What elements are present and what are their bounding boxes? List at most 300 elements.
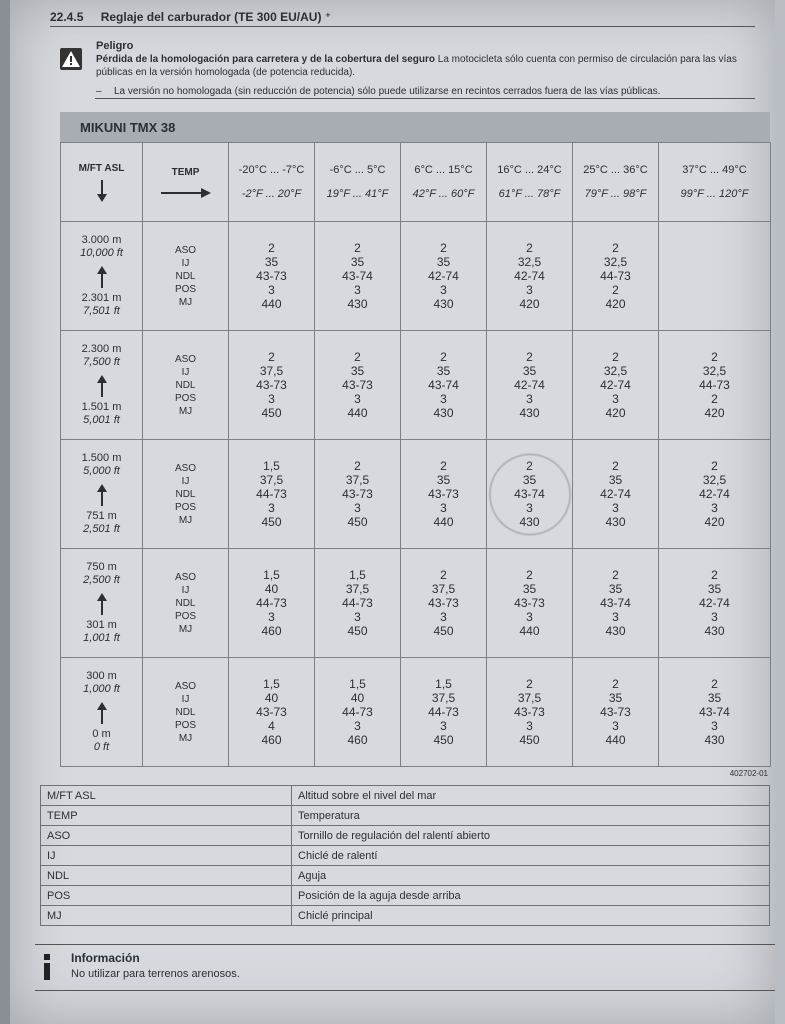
altitude-top-m: 2.300 m xyxy=(81,343,122,355)
arrow-up-icon xyxy=(97,484,107,506)
warning-triangle-icon xyxy=(60,48,82,70)
parameter-label: POS xyxy=(174,719,197,731)
setting-value: 2 xyxy=(354,350,361,364)
setting-value: 2 xyxy=(711,677,718,691)
setting-value: 35 xyxy=(436,473,451,487)
setting-value: 3 xyxy=(711,501,718,515)
setting-value: 44-73 xyxy=(699,378,730,392)
setting-value: 32,5 xyxy=(603,255,628,269)
setting-value: 2 xyxy=(526,459,533,473)
setting-value: 420 xyxy=(704,406,725,420)
setting-value: 2 xyxy=(612,568,619,582)
setting-value: 2 xyxy=(440,568,447,582)
setting-value: 2 xyxy=(526,350,533,364)
setting-value: 2 xyxy=(526,568,533,582)
setting-value: 2 xyxy=(711,392,718,406)
legend-row xyxy=(41,886,770,906)
warning-lead: Pérdida de la homologación para carretera y de la cobertura del seguro xyxy=(96,54,435,65)
legend-row xyxy=(41,826,770,846)
setting-value: 2 xyxy=(268,350,275,364)
parameter-labels xyxy=(143,222,229,331)
setting-value: 2 xyxy=(612,459,619,473)
setting-value: 35 xyxy=(350,255,365,269)
temp-range-header xyxy=(487,143,573,222)
setting-value: 43-74 xyxy=(428,378,459,392)
setting-cell xyxy=(315,549,401,658)
temp-header-label: TEMP xyxy=(171,167,200,178)
setting-cell xyxy=(659,331,771,440)
info-bottom-rule xyxy=(35,990,775,991)
setting-cell xyxy=(401,440,487,549)
setting-value: 450 xyxy=(347,624,368,638)
setting-value: 43-74 xyxy=(514,487,545,501)
altitude-top-m: 3.000 m xyxy=(81,234,122,246)
setting-value: 35 xyxy=(608,582,623,596)
setting-cell xyxy=(659,440,771,549)
setting-value: 44-73 xyxy=(600,269,631,283)
setting-value: 430 xyxy=(433,406,454,420)
setting-value: 440 xyxy=(519,624,540,638)
setting-cell xyxy=(315,658,401,767)
warning-bullet: La versión no homologada (sin reducción de potencia) sólo puede utilizarse en recintos cerrados fuera de las vías públicas. xyxy=(114,86,661,97)
setting-cell xyxy=(659,658,771,767)
altitude-bottom-m: 751 m xyxy=(86,510,117,522)
setting-value: 430 xyxy=(519,406,540,420)
setting-value: 3 xyxy=(354,392,361,406)
altitude-top-m: 750 m xyxy=(86,561,117,573)
altitude-bottom-ft: 5,001 ft xyxy=(83,414,120,426)
legend-key: M/FT ASL xyxy=(41,786,292,806)
setting-value: 32,5 xyxy=(702,364,727,378)
parameter-label: ASO xyxy=(174,571,197,583)
setting-value: 440 xyxy=(433,515,454,529)
parameter-label: IJ xyxy=(181,257,190,269)
legend-value: Chiclé principal xyxy=(292,906,770,926)
page-edge xyxy=(775,0,785,1024)
setting-value: 40 xyxy=(264,582,279,596)
setting-value: 3 xyxy=(526,501,533,515)
header-rule xyxy=(50,26,755,27)
temp-header xyxy=(143,143,229,222)
setting-value: 37,5 xyxy=(431,691,456,705)
warning-rule xyxy=(95,98,755,99)
info-icon xyxy=(41,954,53,980)
setting-value: 35 xyxy=(707,582,722,596)
temp-range-celsius: 25°C ... 36°C xyxy=(583,164,648,176)
setting-value: 3 xyxy=(354,501,361,515)
legend-row xyxy=(41,866,770,886)
legend-row xyxy=(41,786,770,806)
setting-value: 42-74 xyxy=(428,269,459,283)
setting-value: 450 xyxy=(519,733,540,747)
setting-cell xyxy=(229,658,315,767)
setting-value: 43-73 xyxy=(342,487,373,501)
arrow-up-icon xyxy=(97,375,107,397)
setting-value: 35 xyxy=(264,255,279,269)
setting-value: 3 xyxy=(526,719,533,733)
parameter-labels xyxy=(143,549,229,658)
setting-value: 3 xyxy=(354,283,361,297)
setting-cell xyxy=(487,331,573,440)
parameter-label: POS xyxy=(174,610,197,622)
altitude-top-ft: 1,000 ft xyxy=(83,683,120,695)
parameter-label: NDL xyxy=(175,270,196,282)
setting-value: 2 xyxy=(354,241,361,255)
parameter-label: IJ xyxy=(181,693,190,705)
legend-value: Chiclé de ralentí xyxy=(292,846,770,866)
setting-value: 4 xyxy=(268,719,275,733)
setting-value: 3 xyxy=(612,610,619,624)
legend-key: POS xyxy=(41,886,292,906)
setting-value: 2 xyxy=(440,241,447,255)
parameter-labels xyxy=(143,440,229,549)
parameter-label: ASO xyxy=(174,680,197,692)
setting-value: 1,5 xyxy=(263,568,280,582)
setting-value: 420 xyxy=(704,515,725,529)
setting-value: 430 xyxy=(704,733,725,747)
parameter-label: MJ xyxy=(178,732,193,744)
setting-value: 43-74 xyxy=(699,705,730,719)
altitude-row xyxy=(61,222,771,331)
setting-value: 44-73 xyxy=(342,596,373,610)
altitude-range xyxy=(61,222,143,331)
setting-cell xyxy=(573,440,659,549)
temp-range-fahrenheit: 61°F ... 78°F xyxy=(498,188,561,200)
setting-value: 43-73 xyxy=(428,596,459,610)
setting-value: 2 xyxy=(612,350,619,364)
setting-value: 2 xyxy=(440,459,447,473)
setting-value: 3 xyxy=(526,283,533,297)
setting-value: 32,5 xyxy=(702,473,727,487)
setting-value: 3 xyxy=(440,283,447,297)
parameter-label: POS xyxy=(174,283,197,295)
setting-value: 44-73 xyxy=(428,705,459,719)
setting-value: 35 xyxy=(522,364,537,378)
temp-range-fahrenheit: 79°F ... 98°F xyxy=(584,188,647,200)
temp-range-header xyxy=(315,143,401,222)
setting-value: 43-73 xyxy=(428,487,459,501)
setting-value: 440 xyxy=(261,297,282,311)
parameter-label: NDL xyxy=(175,379,196,391)
setting-value: 43-73 xyxy=(256,705,287,719)
info-title: Información xyxy=(71,951,140,965)
setting-value: 2 xyxy=(268,241,275,255)
setting-value: 44-73 xyxy=(342,705,373,719)
parameter-label: MJ xyxy=(178,296,193,308)
jetting-table-block xyxy=(40,112,770,778)
setting-value: 430 xyxy=(347,297,368,311)
legend-key: IJ xyxy=(41,846,292,866)
setting-value: 3 xyxy=(268,610,275,624)
setting-cell xyxy=(315,440,401,549)
setting-value: 3 xyxy=(268,392,275,406)
setting-value: 37,5 xyxy=(259,473,284,487)
temp-range-fahrenheit: 42°F ... 60°F xyxy=(412,188,475,200)
setting-value: 35 xyxy=(522,582,537,596)
setting-value: 3 xyxy=(526,392,533,406)
setting-value: 37,5 xyxy=(345,473,370,487)
temp-range-celsius: -20°C ... -7°C xyxy=(238,164,305,176)
temp-range-celsius: 6°C ... 15°C xyxy=(414,164,473,176)
arrow-right-icon xyxy=(161,188,211,198)
bullet-dash: – xyxy=(96,86,102,97)
setting-value: 430 xyxy=(605,624,626,638)
setting-value: 43-73 xyxy=(600,705,631,719)
figure-reference: 402702-01 xyxy=(729,769,768,778)
setting-cell xyxy=(229,440,315,549)
altitude-range xyxy=(61,658,143,767)
setting-cell xyxy=(315,331,401,440)
info-rule xyxy=(35,944,775,945)
setting-value: 42-74 xyxy=(600,487,631,501)
temp-range-celsius: 37°C ... 49°C xyxy=(682,164,747,176)
setting-cell xyxy=(401,549,487,658)
setting-cell xyxy=(487,549,573,658)
section-number: 22.4.5 xyxy=(50,10,84,24)
setting-cell xyxy=(659,222,771,331)
temp-range-header xyxy=(573,143,659,222)
altitude-bottom-ft: 2,501 ft xyxy=(83,523,120,535)
setting-value: 35 xyxy=(436,255,451,269)
setting-value: 3 xyxy=(440,610,447,624)
legend-value: Posición de la aguja desde arriba xyxy=(292,886,770,906)
setting-value: 420 xyxy=(605,406,626,420)
setting-value: 43-74 xyxy=(342,269,373,283)
setting-cell xyxy=(487,222,573,331)
setting-value: 2 xyxy=(526,677,533,691)
setting-value: 3 xyxy=(612,719,619,733)
parameter-label: IJ xyxy=(181,366,190,378)
parameter-label: NDL xyxy=(175,488,196,500)
setting-value: 42-74 xyxy=(600,378,631,392)
legend-row xyxy=(41,846,770,866)
setting-value: 460 xyxy=(261,624,282,638)
setting-value: 43-73 xyxy=(342,378,373,392)
legend-key: MJ xyxy=(41,906,292,926)
setting-value: 3 xyxy=(526,610,533,624)
setting-value: 460 xyxy=(347,733,368,747)
parameter-label: ASO xyxy=(174,462,197,474)
setting-value: 450 xyxy=(433,733,454,747)
warning-title: Peligro xyxy=(96,40,134,52)
setting-value: 1,5 xyxy=(263,677,280,691)
setting-value: 42-74 xyxy=(699,487,730,501)
setting-value: 43-73 xyxy=(256,269,287,283)
info-block xyxy=(35,944,775,980)
setting-value: 37,5 xyxy=(517,691,542,705)
altitude-top-ft: 2,500 ft xyxy=(83,574,120,586)
setting-cell xyxy=(487,440,573,549)
setting-value: 42-74 xyxy=(514,378,545,392)
legend-value: Altitud sobre el nivel del mar xyxy=(292,786,770,806)
arrow-down-icon xyxy=(97,180,107,202)
info-text: No utilizar para terrenos arenosos. xyxy=(71,968,240,980)
temp-range-fahrenheit: 99°F ... 120°F xyxy=(680,188,749,200)
setting-cell xyxy=(401,658,487,767)
parameter-label: ASO xyxy=(174,244,197,256)
altitude-top-ft: 10,000 ft xyxy=(80,247,123,259)
setting-cell xyxy=(573,658,659,767)
setting-value: 450 xyxy=(347,515,368,529)
setting-value: 1,5 xyxy=(349,677,366,691)
setting-value: 3 xyxy=(440,501,447,515)
altitude-row xyxy=(61,440,771,549)
setting-value: 450 xyxy=(261,406,282,420)
altitude-bottom-m: 2.301 m xyxy=(81,292,122,304)
setting-value: 440 xyxy=(347,406,368,420)
setting-value: 3 xyxy=(612,501,619,515)
setting-value: 42-74 xyxy=(514,269,545,283)
setting-value: 1,5 xyxy=(349,568,366,582)
altitude-top-m: 1.500 m xyxy=(81,452,122,464)
parameter-label: MJ xyxy=(178,405,193,417)
setting-value: 420 xyxy=(605,297,626,311)
setting-value: 3 xyxy=(711,719,718,733)
setting-value: 2 xyxy=(526,241,533,255)
altitude-top-m: 300 m xyxy=(86,670,117,682)
setting-value: 43-73 xyxy=(514,596,545,610)
altitude-range xyxy=(61,549,143,658)
altitude-bottom-m: 1.501 m xyxy=(81,401,122,413)
altitude-top-ft: 7,500 ft xyxy=(83,356,120,368)
setting-value: 3 xyxy=(354,610,361,624)
parameter-label: ASO xyxy=(174,353,197,365)
setting-value: 35 xyxy=(608,691,623,705)
setting-value: 3 xyxy=(440,719,447,733)
setting-value: 460 xyxy=(261,733,282,747)
setting-value: 2 xyxy=(711,459,718,473)
setting-cell xyxy=(229,331,315,440)
legend-value: Tornillo de regulación del ralentí abierto xyxy=(292,826,770,846)
setting-value: 450 xyxy=(261,515,282,529)
setting-value: 43-74 xyxy=(600,596,631,610)
setting-value: 1,5 xyxy=(263,459,280,473)
setting-value: 2 xyxy=(612,283,619,297)
legend-key: NDL xyxy=(41,866,292,886)
setting-value: 440 xyxy=(605,733,626,747)
altitude-row xyxy=(61,331,771,440)
legend-key: ASO xyxy=(41,826,292,846)
setting-value: 3 xyxy=(612,392,619,406)
setting-cell xyxy=(573,222,659,331)
section-title-mark: ⁺ xyxy=(324,10,332,24)
altitude-row xyxy=(61,549,771,658)
setting-value: 2 xyxy=(440,350,447,364)
setting-value: 35 xyxy=(608,473,623,487)
setting-cell xyxy=(229,549,315,658)
setting-value: 3 xyxy=(268,283,275,297)
setting-value: 43-73 xyxy=(514,705,545,719)
setting-value: 3 xyxy=(354,719,361,733)
altitude-bottom-ft: 0 ft xyxy=(93,741,110,753)
setting-value: 430 xyxy=(704,624,725,638)
altitude-top-ft: 5,000 ft xyxy=(83,465,120,477)
legend-table xyxy=(40,785,770,926)
setting-cell xyxy=(573,549,659,658)
parameter-labels xyxy=(143,331,229,440)
setting-value: 1,5 xyxy=(435,677,452,691)
setting-value: 37,5 xyxy=(259,364,284,378)
setting-value: 2 xyxy=(612,677,619,691)
setting-value: 3 xyxy=(440,392,447,406)
altitude-bottom-ft: 7,501 ft xyxy=(83,305,120,317)
setting-value: 450 xyxy=(433,624,454,638)
setting-value: 44-73 xyxy=(256,596,287,610)
setting-cell xyxy=(315,222,401,331)
setting-value: 43-73 xyxy=(256,378,287,392)
parameter-label: POS xyxy=(174,501,197,513)
setting-value: 430 xyxy=(433,297,454,311)
altitude-range xyxy=(61,331,143,440)
setting-value: 3 xyxy=(268,501,275,515)
temp-range-header xyxy=(229,143,315,222)
table-title: MIKUNI TMX 38 xyxy=(60,112,770,142)
setting-value: 2 xyxy=(612,241,619,255)
temp-range-fahrenheit: -2°F ... 20°F xyxy=(241,188,302,200)
setting-value: 32,5 xyxy=(603,364,628,378)
setting-value: 40 xyxy=(350,691,365,705)
setting-value: 40 xyxy=(264,691,279,705)
parameter-label: IJ xyxy=(181,475,190,487)
parameter-label: NDL xyxy=(175,706,196,718)
setting-value: 430 xyxy=(519,515,540,529)
setting-value: 42-74 xyxy=(699,596,730,610)
setting-cell xyxy=(487,658,573,767)
setting-value: 37,5 xyxy=(431,582,456,596)
setting-value: 2 xyxy=(711,350,718,364)
temp-range-header xyxy=(401,143,487,222)
altitude-range xyxy=(61,440,143,549)
legend-value: Aguja xyxy=(292,866,770,886)
altitude-bottom-m: 301 m xyxy=(86,619,117,631)
arrow-up-icon xyxy=(97,593,107,615)
setting-value: 32,5 xyxy=(517,255,542,269)
parameter-label: IJ xyxy=(181,584,190,596)
setting-value: 3 xyxy=(711,610,718,624)
setting-cell xyxy=(659,549,771,658)
setting-value: 37,5 xyxy=(345,582,370,596)
parameter-labels xyxy=(143,658,229,767)
temp-range-celsius: 16°C ... 24°C xyxy=(497,164,562,176)
asl-header xyxy=(61,143,143,222)
setting-value: 35 xyxy=(436,364,451,378)
altitude-bottom-m: 0 m xyxy=(92,728,111,740)
arrow-up-icon xyxy=(97,266,107,288)
altitude-row xyxy=(61,658,771,767)
setting-cell xyxy=(573,331,659,440)
jetting-table xyxy=(60,142,771,767)
setting-value: 2 xyxy=(354,459,361,473)
legend-row xyxy=(41,906,770,926)
temp-range-header xyxy=(659,143,771,222)
setting-value: 430 xyxy=(605,515,626,529)
temp-range-fahrenheit: 19°F ... 41°F xyxy=(326,188,389,200)
setting-value: 44-73 xyxy=(256,487,287,501)
setting-cell xyxy=(229,222,315,331)
setting-value: 35 xyxy=(522,473,537,487)
setting-value: 2 xyxy=(711,568,718,582)
section-title: Reglaje del carburador (TE 300 EU/AU) xyxy=(100,10,322,24)
legend-key: TEMP xyxy=(41,806,292,826)
temp-range-celsius: -6°C ... 5°C xyxy=(329,164,386,176)
parameter-label: MJ xyxy=(178,514,193,526)
asl-header-label: M/FT ASL xyxy=(78,163,125,174)
setting-value: 420 xyxy=(519,297,540,311)
setting-value: 35 xyxy=(350,364,365,378)
legend-value: Temperatura xyxy=(292,806,770,826)
parameter-label: NDL xyxy=(175,597,196,609)
parameter-label: MJ xyxy=(178,623,193,635)
